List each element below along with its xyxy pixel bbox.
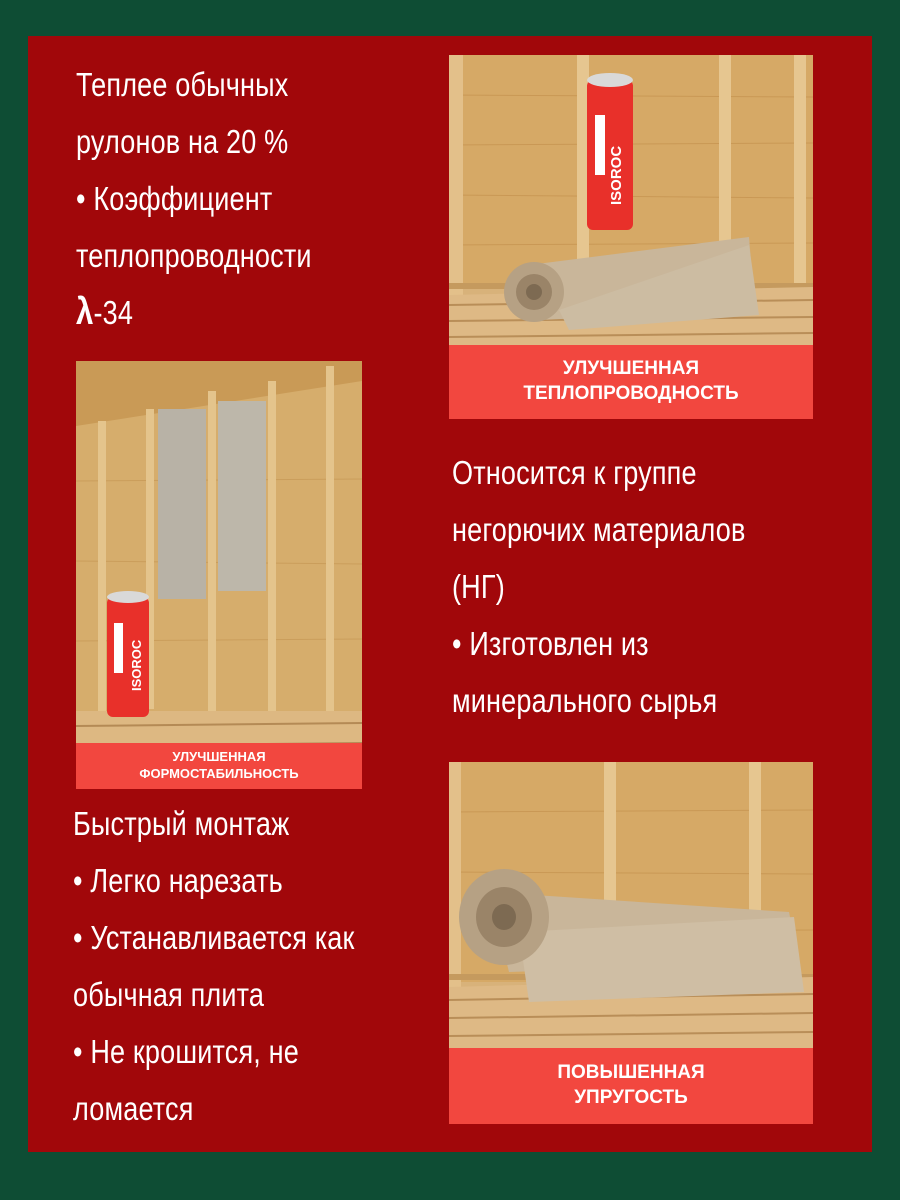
caption-line: УЛУЧШЕННАЯ [562, 358, 700, 380]
product-brand: ISOROC [129, 639, 144, 691]
text-line: Быстрый монтаж [73, 805, 290, 842]
text-line: (НГ) [452, 568, 505, 605]
text-line: • Не крошится, не [73, 1033, 299, 1070]
caption-line: ТЕПЛОПРОВОДНОСТЬ [523, 383, 739, 404]
text-block-fire [452, 444, 746, 729]
product-brand: ISOROC [608, 145, 625, 205]
text-line: ломается [73, 1090, 194, 1127]
photo-elasticity [449, 762, 813, 1124]
photo-shape-stability [76, 361, 362, 789]
caption-line: УЛУЧШЕННАЯ [172, 749, 266, 765]
caption-bar [76, 743, 362, 789]
text-line: • Легко нарезать [73, 862, 283, 899]
text-line: негорючих материалов [452, 511, 746, 548]
caption-bar [449, 1048, 813, 1124]
caption-line: УПРУГОСТЬ [574, 1087, 688, 1108]
lambda-value: -34 [93, 294, 134, 331]
text-line: • Изготовлен из [452, 625, 649, 662]
text-line: Относится к группе [452, 454, 697, 491]
text-line: рулонов на 20 % [76, 123, 289, 160]
text-line: • Устанавливается как [73, 919, 355, 956]
text-line: Теплее обычных [76, 66, 289, 103]
caption-line: ПОВЫШЕННАЯ [557, 1062, 705, 1084]
lambda-line [76, 284, 312, 341]
text-block-install [73, 795, 355, 1137]
text-line: обычная плита [73, 976, 265, 1013]
photo-thermal [449, 55, 813, 419]
text-line: теплопроводности [76, 237, 312, 274]
caption-line: ФОРМОСТАБИЛЬНОСТЬ [139, 766, 299, 781]
text-line: • Коэффициент [76, 180, 273, 217]
text-line: минерального сырья [452, 682, 718, 719]
text-block-heat [76, 56, 312, 341]
insulation-wall-photo [76, 361, 362, 789]
caption-bar [449, 345, 813, 419]
lambda-symbol: λ [76, 291, 94, 333]
